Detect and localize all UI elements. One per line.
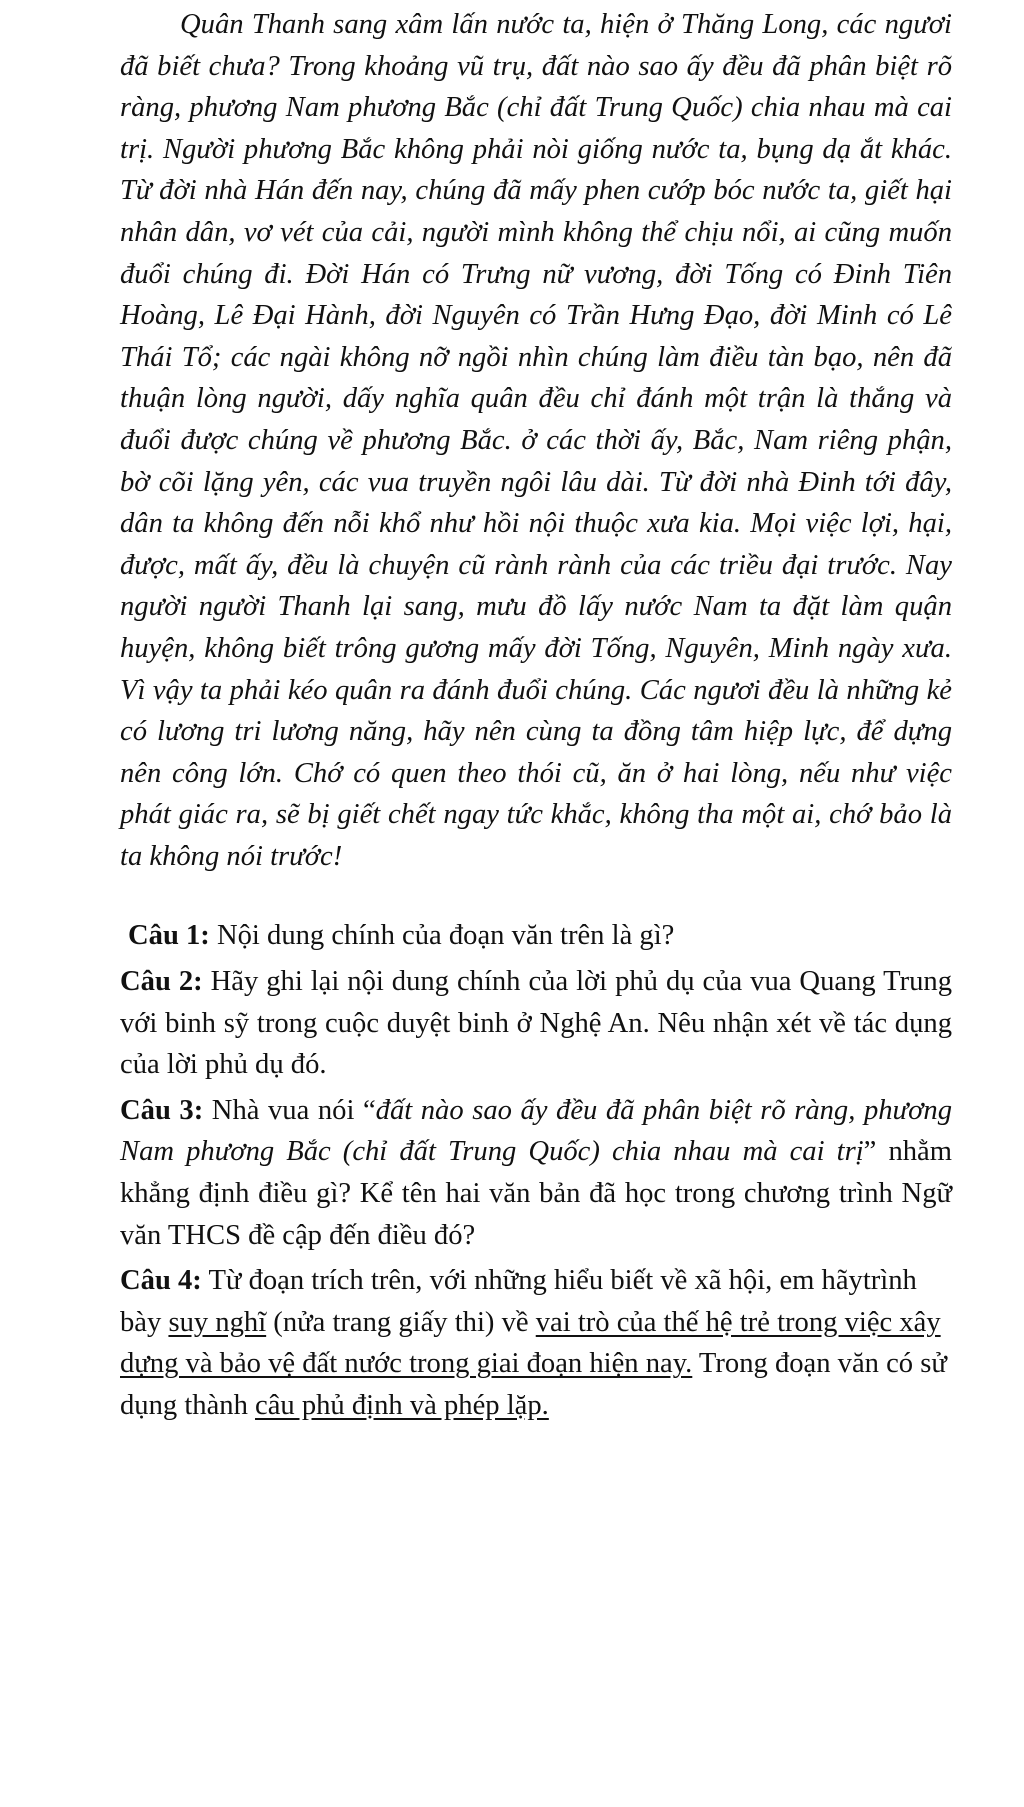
question-4-label: Câu 4:: [120, 1265, 202, 1297]
question-3: [120, 1090, 952, 1256]
document-page: [120, 4, 952, 1431]
question-4-underlined-1: suy nghĩ: [168, 1306, 267, 1338]
question-1-text: Nội dung chính của đoạn văn trên là gì?: [209, 920, 675, 952]
question-4-underlined-2: vai trò của thế hệ trẻ trong việc xây dựng và bảo vệ đất nước trong giai đoạn hiện nay.: [120, 1306, 941, 1380]
question-list: [120, 915, 952, 1426]
question-2: [120, 961, 952, 1086]
question-2-label: Câu 2:: [120, 966, 203, 998]
question-1: [120, 915, 952, 957]
question-3-label: Câu 3:: [120, 1094, 204, 1126]
question-2-text: Hãy ghi lại nội dung chính của lời phủ dụ của vua Quang Trung với binh sỹ trong cuộc duyệt binh ở Nghệ An. Nêu nhận xét về tác dụng của lời phủ dụ đó.: [120, 966, 952, 1081]
question-4-part-2: (nửa trang giấy thi) về: [266, 1306, 536, 1338]
question-1-label: Câu 1:: [128, 920, 210, 952]
question-4-part-1: Từ đoạn trích trên, với những hiểu biết về xã hội, em hãytrình bày: [120, 1265, 917, 1338]
question-4-part-3: Trong đoạn văn có sử dụng thành: [120, 1348, 947, 1421]
question-3-text-after: ” nhằm khẳng định điều gì? Kể tên hai văn bản đã học trong chương trình Ngữ văn THCS đề cập đến điều đó?: [120, 1136, 952, 1251]
passage-text: Quân Thanh sang xâm lấn nước ta, hiện ở Thăng Long, các ngươi đã biết chưa? Trong khoảng vũ trụ, đất nào sao ấy đều đã phân biệt rõ ràng, phương Nam phương Bắc (chỉ đất Trung Quốc) chia nhau mà cai trị. Người phương Bắc không phải nòi giống nước ta, bụng dạ ắt khác. Từ đời nhà Hán đến nay, chúng đã mấy phen cướp bóc nước ta, giết hại nhân dân, vơ vét của cải, người mình không thể chịu nổi, ai cũng muốn đuổi chúng đi. Đời Hán có Trưng nữ vương, đời Tống có Đinh Tiên Hoàng, Lê Đại Hành, đời Nguyên có Trần Hưng Đạo, đời Minh có Lê Thái Tổ; các ngài không nỡ ngồi nhìn chúng làm điều tàn bạo, nên đã thuận lòng người, dấy nghĩa quân đều chỉ đánh một trận là thắng và đuổi được chúng về phương Bắc. ở các thời ấy, Bắc, Nam riêng phận, bờ cõi lặng yên, các vua truyền ngôi lâu dài. Từ đời nhà Đinh tới đây, dân ta không đến nỗi khổ như hồi nội thuộc xưa kia. Mọi việc lợi, hại, được, mất ấy, đều là chuyện cũ rành rành của các triều đại trước. Nay người người Thanh lại sang, mưu đồ lấy nước Nam ta đặt làm quận huyện, không biết trông gương mấy đời Tống, Nguyên, Minh ngày xưa. Vì vậy ta phải kéo quân ra đánh đuổi chúng. Các ngươi đều là những kẻ có lương tri lương năng, hãy nên cùng ta đồng tâm hiệp lực, để dựng nên công lớn. Chớ có quen theo thói cũ, ăn ở hai lòng, nếu như việc phát giác ra, sẽ bị giết chết ngay tức khắc, không tha một ai, chớ bảo là ta không nói trước!: [120, 9, 952, 872]
question-4-underlined-3: câu phủ định và phép lặp.: [255, 1390, 549, 1421]
question-4: [120, 1260, 952, 1426]
question-3-text-before: Nhà vua nói “: [203, 1094, 376, 1126]
question-3-quote: đất nào sao ấy đều đã phân biệt rõ ràng, phương Nam phương Bắc (chỉ đất Trung Quốc) chia nhau mà cai trị: [120, 1094, 952, 1168]
